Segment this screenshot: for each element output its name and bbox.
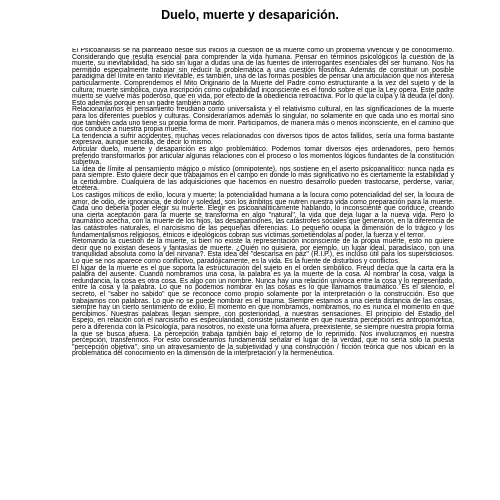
document-body: [72, 48, 454, 500]
paragraph: Articular duelo, muerte y desaparición es algo problemático. Podemos tomar diversos ejes ordenadores, pero hemos preferido transformarlos por articular algunas relaciones con el proceso o los momentos lógicos fundantes de la constitución subjetiva.: [72, 145, 454, 167]
document-title: Duelo, muerte y desaparición.: [161, 8, 339, 22]
paragraph: El Psicoanálisis se ha planteado desde sus inicios la cuestión de la muerte como un problema vivencial y de conocimiento. Considerando que resulta esencial para comprender la vida humana. Pensar en términos psicológicos la cuestión de la muerte, su inevitabilidad, ha sido sin lugar a dudas una de las fuentes de interrogantes esenciales del ser humano. Nos ha permitido especialmente trabajar sin reducir la problemática a una cuestión filosófica. Además de constituir un posible paradigma del límite en tanto inevitable, es también, una de las formas posibles de pensar una articulación que nos interesa particularmente. Comprendemos el Mito Originario de la Muerte del Padre como estructurante a la vez del sujeto y de la cultura; muerte simbólica, cuya inscripción como culpabilidad inconsciente es el fondo sobre el que la Ley opera. Este padre muerto se vuelve más poderoso, que en vida, por efecto de la obediencia retroactiva. Por lo que la culpa y la deuda (el don). Esto además porque en un padre también amado.: [72, 48, 454, 107]
paragraph: La idea de límite al pensamiento mágico o místico (omnipotente), nos sostiene en el aserto psicoanalítico: nunca nada es para siempre. Esto quiere decir que trabajamos en el campo en donde lo más significativo no es ciertamente la estabilidad y la certidumbre. Cualquiera de las adquisiciones que hacemos en nuestro desarrollo pueden trastocarse, perderse, variar, etcétera.: [72, 165, 454, 193]
paragraph: Los castigos míticos de exilio, locura y muerte; la potencialidad humana a la locura como potencialidad del ser, la locura de amor, de odio, de ignorancia, de dolor y soledad, son los ámbitos que nutren nuestra vida como preparación para la muerte. Cada uno debería poder elegir su muerte. Elegir es psicoanalíticamente hablando, lo inconsciente que conduce, creando una cierta aceptación para la muerte se transforma en algo "natural", la vida que deja lugar a la nueva vida. Pero lo traumático acecha, con la muerte de los hijos, las desapariciones, las catástrofes sociales que generaron, en la diferencia de las catástrofes naturales, el narcisismo de las pequeñas diferencias. Lo pequeño ocupa la dimensión de lo trágico y los fundamentalismos religiosos, étnicos e ideológicos cobran sus víctimas sometiéndolas al poder, la fuerza y el terror.: [72, 192, 454, 239]
paragraph: Retomando la cuestión de la muerte, si bien no existe la representación inconsciente de la propia muerte, esto no quiere decir que no existan deseos y fantasías de muerte. ¿Quién no quisiera, por ejemplo, un lugar ideal, paradisíaco, con una tranquilidad absoluta como la del nirvana?. Esta idea del "descansa en paz" (R.I.P.), es incluso útil para los supersticiosos. Lo que se nos aparece como conflictivo, paradójicamente, es la vida. Es la fuente de disturbios y conflictos.: [72, 238, 454, 265]
paragraph: El lugar de la muerte es el que soporta la estructuración del sujeto en el orden simbólico. Freud decía que la carta era la palabra del ausente. Cuando nombramos una cosa, la palabra es ya la muerte de la cosa. Al nombrar la cosa, valga la redundancia, la cosa es otra cosa. Es algo con un nombre. Nunca hay una relación unívoca entre la cosa y lo representado, entre la cosa y la palabra. Lo que no podemos nombrar en las cosas es lo que llamamos traumático. Es el silencio, el secreto, el "saber no sabido" que se reconoce como propio solamente por la interpretación o la construcción. Eso que trabajamos con palabras. Lo que no se puede nombrar es el trauma. Siempre estamos a una cierta distancia de las cosas, siempre hay un cierto sentimiento de exilio. El momento en que nombramos, nombramos, no es nunca el momento en que percibimos. Nuestras palabras llegan siempre, con posterioridad, a nuestras sensaciones. El principio del Estadio del Espejo, en relación con el narcisismo es especularidad, consiste justamente en que nuestra percepción es antropomórfica, pero a diferencia con la Psicología, para nosotros, no existe una forma afuera, preexistente, se siempre nuestra propia forma la que se busca afuera. La percepción trabaja también bajo el retorno de lo reprimido. Nos involucramos en nuestra percepción, transferimos. Por esto consideramos fundamental señalar el lugar de la verdad, que no sería sólo la puesta "percepción objetiva", sino un atravesamiento de la subjetividad y una construcción / ficción teórica que nos ubican en la problemática del conocimiento en la dimensión de la interpretación y la hermenéutica.: [72, 264, 454, 358]
paragraph: Relacionaríamos el pensamiento freudiano como universalista y el relativismo cultural, en las significaciones de la muerte para los diferentes pueblos y culturas. Consideraríamos además lo singular, no solamente en que cada uno es mortal sino que también cada uno tiene su propia forma de morir. Participamos, de manera más o menos inconsciente, en el camino que nos conduce a nuestra propia muerte.: [72, 106, 454, 134]
paragraph: La tendencia a sufrir accidentes, muchas veces relacionados con diversos tipos de actos fallidos, sería una forma bastante expresiva, aunque sencilla, de decir lo mismo.: [72, 132, 454, 147]
